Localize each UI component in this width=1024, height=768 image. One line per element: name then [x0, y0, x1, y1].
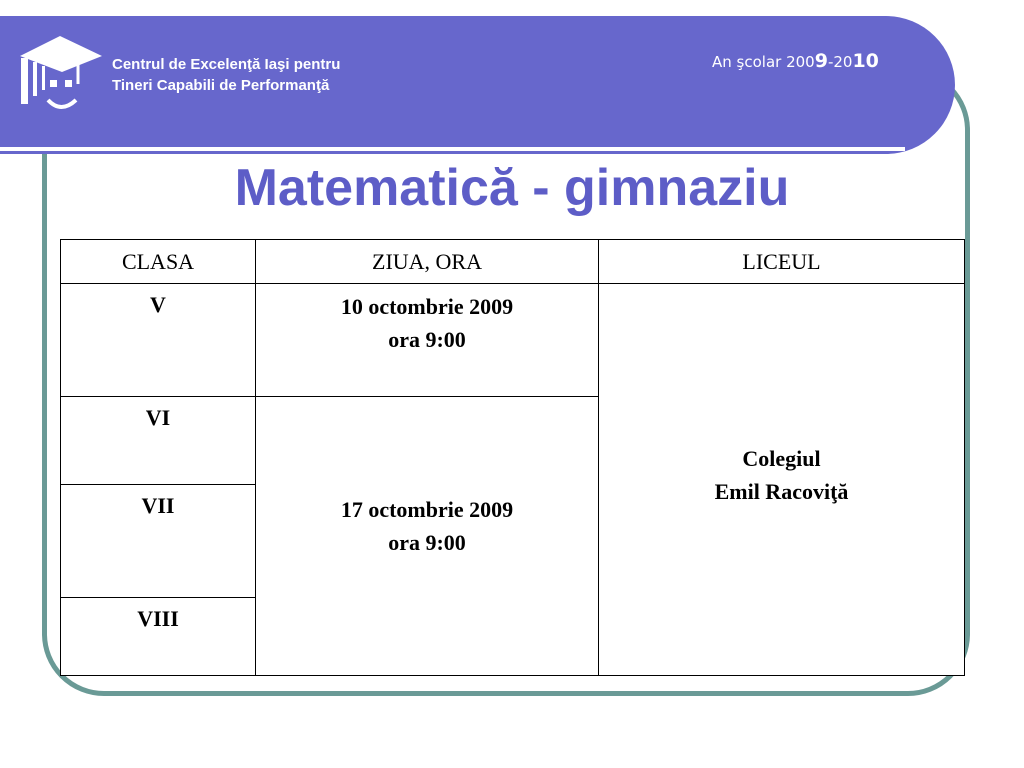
table-header-row — [61, 240, 965, 284]
year-digit-b: 10 — [852, 50, 879, 72]
graduation-cap-logo-icon — [16, 34, 108, 120]
date-2-day: 17 octombrie 2009 — [340, 496, 514, 522]
date-1-day: 10 octombrie 2009 — [340, 294, 514, 320]
school-line-2: Emil Racoviţă — [714, 478, 849, 504]
header-liceul: LICEUL — [599, 240, 965, 284]
page-title: Matematică - gimnaziu — [234, 159, 790, 217]
class-cell: VIII — [61, 597, 256, 675]
schedule-table — [60, 239, 965, 676]
date-cell-1 — [256, 284, 599, 397]
school-line-1: Colegiul — [742, 445, 821, 471]
org-line-1: Centrul de Excelenţă Iaşi pentru — [112, 56, 341, 73]
header-clasa: CLASA — [61, 240, 256, 284]
class-cell: VII — [61, 485, 256, 598]
header-ziua-ora: ZIUA, ORA — [256, 240, 599, 284]
year-mid: -20 — [827, 53, 853, 71]
class-cell: V — [61, 284, 256, 397]
year-digit-a: 9 — [814, 50, 828, 72]
class-cell: VI — [61, 396, 256, 484]
date-1-time: ora 9:00 — [388, 327, 466, 353]
date-2-time: ora 9:00 — [388, 529, 466, 555]
year-prefix: An şcolar 200 — [712, 53, 815, 71]
banner-divider — [0, 147, 905, 151]
date-cell-2 — [256, 396, 599, 675]
org-line-2: Tineri Capabili de Performanţă — [112, 77, 330, 94]
table-row — [61, 284, 965, 397]
school-year — [712, 50, 879, 72]
organization-name — [112, 54, 340, 96]
school-cell — [599, 284, 965, 676]
